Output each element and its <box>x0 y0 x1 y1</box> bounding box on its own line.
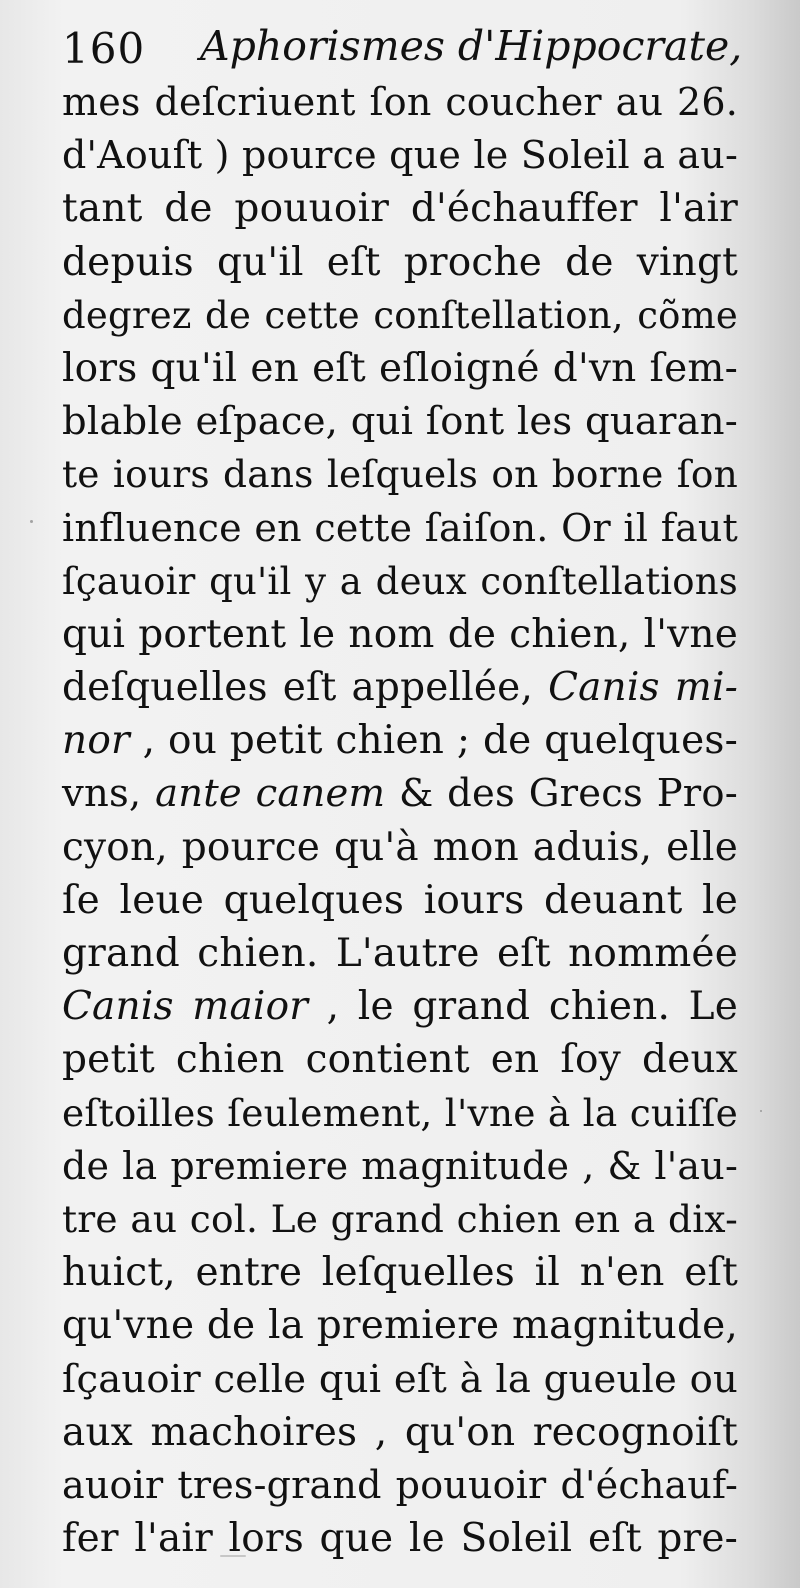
running-head: Aphorismes d'Hippocrate, <box>200 22 743 70</box>
page-number: 160 <box>62 24 146 73</box>
text-segment: qui portent le nom de chien, l'vne <box>62 611 738 657</box>
text-segment: cyon, pource qu'à mon aduis, elle <box>62 824 738 870</box>
text-segment: aux machoires , qu'on recognoiſt <box>62 1409 738 1455</box>
text-line <box>62 1087 738 1140</box>
text-line <box>62 555 738 608</box>
text-segment: eſtoilles ſeulement, l'vne à la cuiſſe <box>62 1090 738 1135</box>
text-segment: lors qu'il en eſt eſloigné d'vn ſem- <box>62 345 738 391</box>
italic-latin-term: nor <box>62 718 130 764</box>
text-line <box>62 980 738 1033</box>
text-segment: tant de pouuoir d'échauffer l'air <box>62 186 738 232</box>
text-segment: blable eſpace, qui ſont les quaran- <box>62 399 738 445</box>
text-line <box>62 1033 738 1086</box>
text-segment: , le grand chien. Le <box>308 984 738 1030</box>
text-line <box>62 1299 738 1352</box>
text-segment: te iours dans leſquels on borne ſon <box>62 452 738 497</box>
text-segment: deſquelles eſt appellée, <box>62 665 549 711</box>
paper-speck <box>760 1110 762 1112</box>
body-text <box>62 76 738 1565</box>
text-segment: fer l'air lors que le Soleil eſt pre- <box>62 1516 738 1562</box>
text-segment: qu'vne de la premiere magnitude, <box>62 1303 738 1349</box>
text-segment: vns, <box>62 771 156 817</box>
text-segment: petit chien contient en ſoy deux <box>62 1037 738 1083</box>
page-header <box>62 16 743 76</box>
text-line <box>62 236 738 289</box>
text-line <box>62 1353 738 1406</box>
italic-latin-term: Canis maior <box>62 984 309 1030</box>
text-segment: influence en cette ſaiſon. Or il faut <box>62 505 738 550</box>
text-segment: ſçauoir qu'il y a deux conſtellations <box>62 559 738 603</box>
text-line <box>62 927 738 980</box>
italic-latin-term: ante canem <box>155 771 386 817</box>
text-line <box>62 1140 738 1193</box>
text-line <box>62 1512 738 1565</box>
text-line <box>62 714 738 767</box>
text-line <box>62 661 738 714</box>
text-line <box>62 821 738 874</box>
text-segment: tre au col. Le grand chien en a dix- <box>62 1196 738 1241</box>
paper-speck <box>220 1555 246 1557</box>
text-line <box>62 395 738 448</box>
text-segment: ſçauoir celle qui eſt à la gueule ou <box>62 1356 738 1402</box>
text-segment: grand chien. L'autre eſt nommée <box>62 931 738 976</box>
text-line <box>62 182 738 235</box>
text-segment: de la premiere magnitude , & l'au- <box>62 1143 738 1188</box>
text-line <box>62 608 738 661</box>
text-segment: , ou petit chien ; de quelques- <box>129 718 738 764</box>
text-segment: d'Aouſt ) pource que le Soleil a au- <box>62 133 738 178</box>
text-line <box>62 1193 738 1246</box>
text-segment: degrez de cette conſtellation, cõme <box>62 293 738 337</box>
text-line <box>62 76 738 129</box>
text-line <box>62 448 738 501</box>
italic-latin-term: Canis mi- <box>548 665 738 711</box>
text-segment: depuis qu'il eſt proche de vingt <box>62 239 738 285</box>
text-line <box>62 502 738 555</box>
text-segment: mes deſcriuent ſon coucher au 26. <box>62 80 738 124</box>
text-segment: ſe leue quelques iours deuant le <box>62 877 738 923</box>
text-line <box>62 767 738 820</box>
text-line <box>62 129 738 182</box>
text-segment: huict, entre leſquelles il n'en eſt <box>62 1250 738 1296</box>
text-line <box>62 342 738 395</box>
text-line <box>62 289 738 342</box>
text-line <box>62 1246 738 1299</box>
text-line <box>62 1406 738 1459</box>
text-segment: auoir tres-grand pouuoir d'échauf- <box>62 1462 738 1507</box>
text-line <box>62 874 738 927</box>
text-segment: & des Grecs Pro- <box>385 771 738 817</box>
paper-speck <box>30 520 33 523</box>
text-line <box>62 1459 738 1512</box>
